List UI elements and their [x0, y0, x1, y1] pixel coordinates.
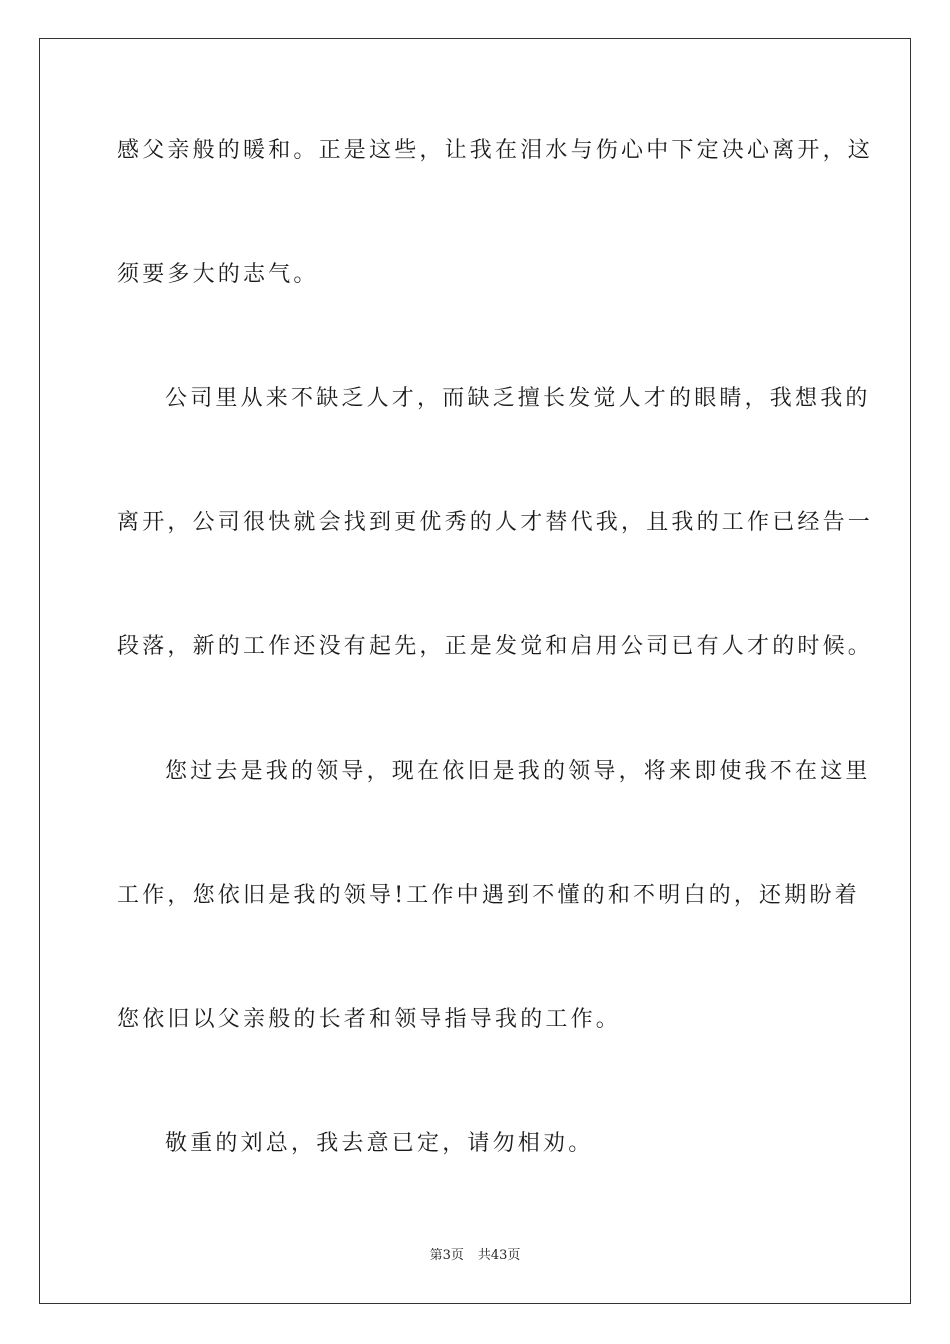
page-total: 共43页 — [477, 1248, 521, 1263]
page-number: 第3页 — [429, 1248, 464, 1263]
text-line-1: 感父亲般的暖和。正是这些，让我在泪水与伤心中下定决心离开，这 — [117, 138, 874, 163]
text-line-3: 公司里从来不缺乏人才，而缺乏擅长发觉人才的眼睛，我想我的 — [165, 386, 871, 411]
text-line-5: 段落，新的工作还没有起先，正是发觉和启用公司已有人才的时候。 — [117, 634, 874, 659]
text-line-8: 您依旧以父亲般的长者和领导指导我的工作。 — [117, 1007, 622, 1032]
text-line-4: 离开，公司很快就会找到更优秀的人才替代我，且我的工作已经告一 — [117, 510, 874, 535]
text-line-2: 须要多大的志气。 — [117, 262, 319, 287]
text-line-6: 您过去是我的领导，现在依旧是我的领导，将来即使我不在这里 — [165, 759, 871, 784]
text-line-7: 工作，您依旧是我的领导!工作中遇到不懂的和不明白的，还期盼着 — [117, 883, 860, 908]
text-line-9: 敬重的刘总，我去意已定，请勿相劝。 — [165, 1131, 594, 1156]
page-footer — [0, 1247, 950, 1265]
page-border — [39, 38, 911, 1304]
